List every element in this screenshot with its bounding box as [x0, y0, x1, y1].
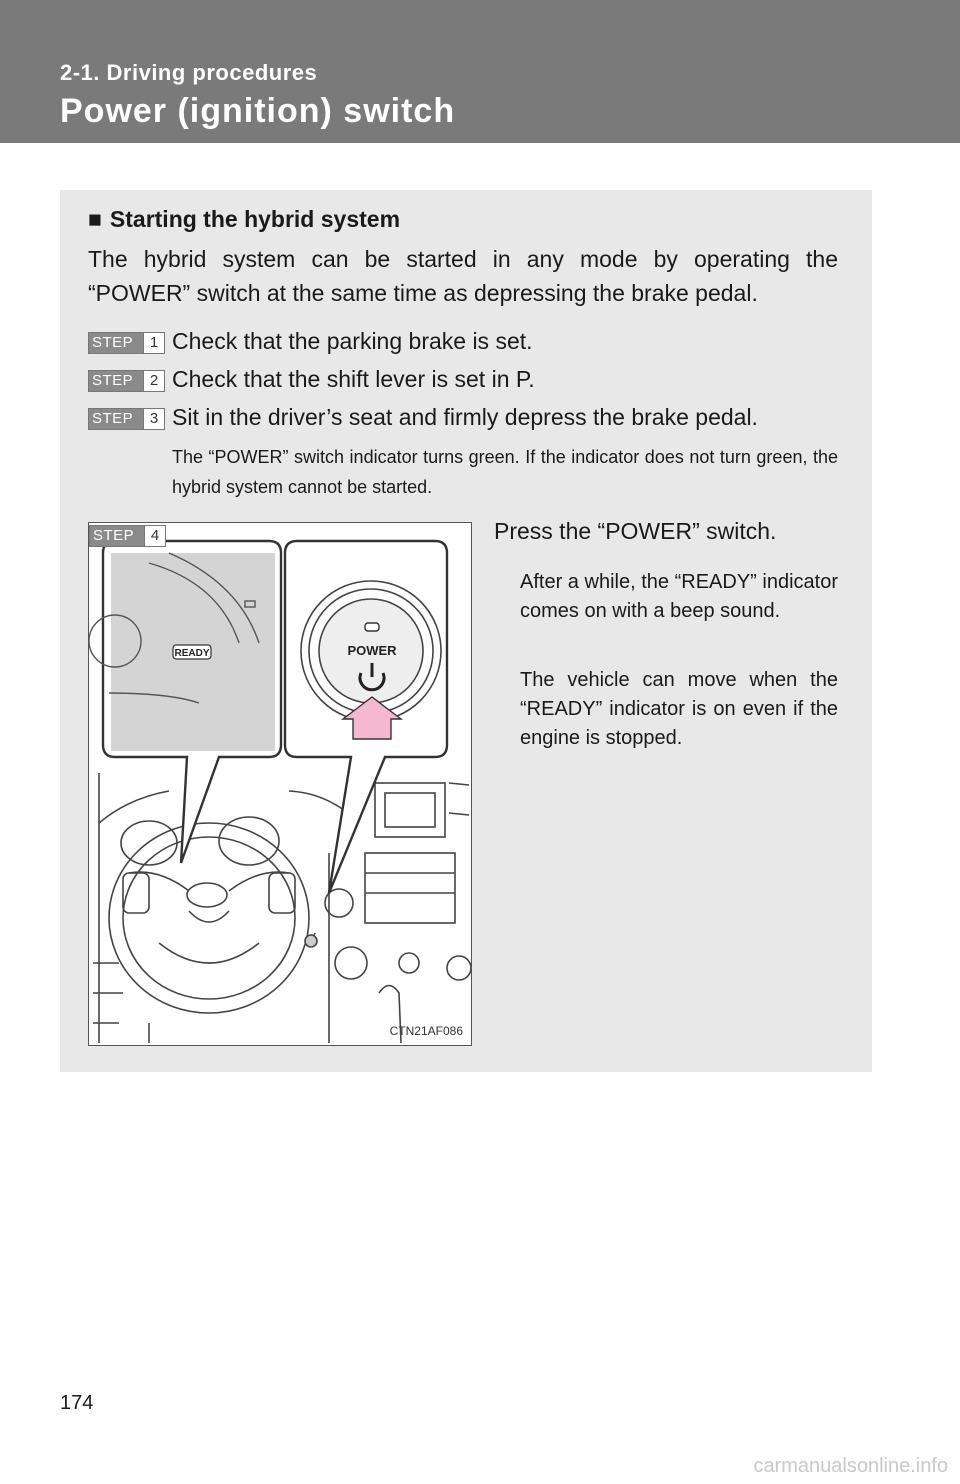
step-badge: STEP 3: [88, 408, 165, 430]
dashboard-drawing: [89, 523, 472, 1046]
step-4-badge: STEP 4: [89, 525, 166, 547]
square-bullet-icon: ■: [88, 206, 102, 232]
dashboard-illustration: [88, 522, 472, 1046]
step-text: Check that the shift lever is set in P.: [172, 366, 535, 392]
page-title: Power (ignition) switch: [60, 92, 456, 130]
figure-code: CTN21AF086: [389, 1024, 463, 1038]
step-3-note: The “POWER” switch indicator turns green. If the indicator does not turn green, the hybrid system cannot be started.: [172, 447, 838, 497]
ready-indicator-label: READY: [174, 648, 210, 659]
step-text: Check that the parking brake is set.: [172, 328, 533, 354]
step-4-note-2: The vehicle can move when the “READY” indicator is on even if the engine is stopped.: [520, 669, 838, 749]
section-label: 2-1. Driving procedures: [60, 60, 318, 85]
page-number: 174: [60, 1392, 94, 1414]
step-text: Sit in the driver’s seat and firmly depress the brake pedal.: [172, 404, 758, 430]
watermark: carmanualsonline.info: [753, 1455, 948, 1477]
step-4-note-1: After a while, the “READY” indicator comes on with a beep sound.: [520, 571, 838, 622]
step-badge: STEP 2: [88, 370, 165, 392]
page-header: [0, 0, 960, 143]
panel-heading: [88, 206, 400, 233]
intro-paragraph: The hybrid system can be started in any mode by operating the “POWER” switch at the same time as depressing the brake pedal.: [88, 246, 838, 306]
content-panel: [60, 190, 872, 1072]
power-switch-label: POWER: [347, 643, 397, 658]
step-badge: STEP 1: [88, 332, 165, 354]
step-4-text: Press the “POWER” switch.: [494, 518, 777, 544]
panel-heading-text: Starting the hybrid system: [109, 206, 401, 232]
